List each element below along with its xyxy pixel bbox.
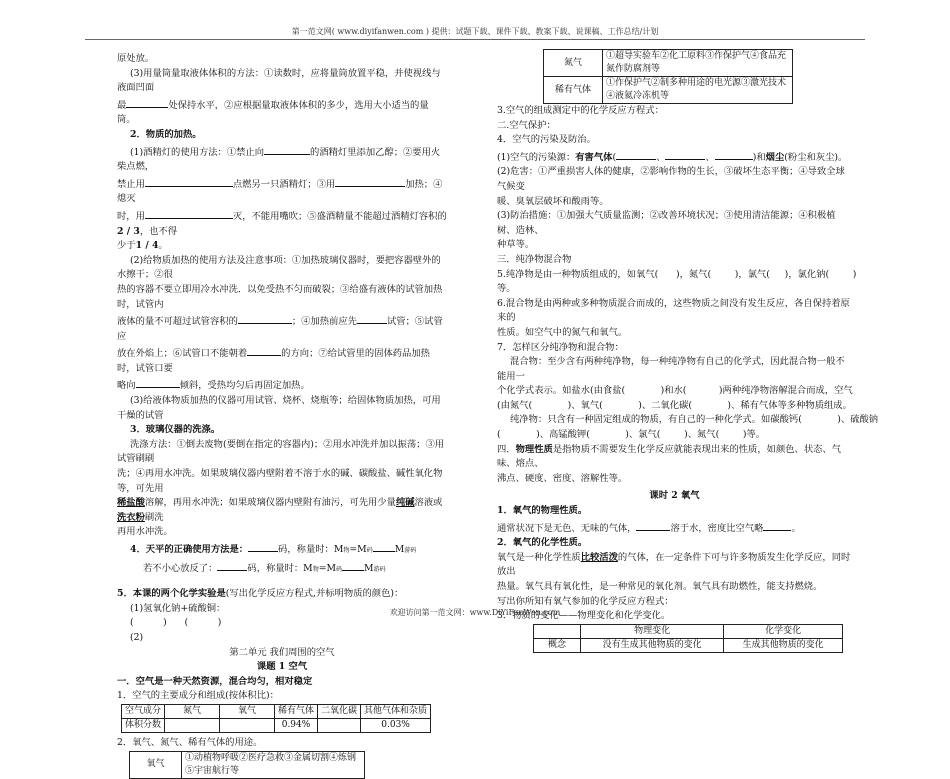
oxygen-use-table: [129, 751, 365, 779]
text-line: 暖、臭氧层破坏和酸雨等。: [497, 195, 609, 207]
left-column: [117, 52, 447, 779]
table-cell: 氧气: [130, 751, 182, 778]
table-cell: [220, 718, 275, 732]
lesson-title: 课时 2 氧气: [649, 490, 700, 502]
text-line: 等。: [497, 283, 516, 295]
text-line: 氧气是一种化学性质比较活泼的气体，在一定条件下可与许多物质发生化学反应，同时放出: [497, 551, 851, 578]
table-cell: 氮气: [165, 704, 220, 718]
table-row: [534, 624, 843, 638]
unit-title: 第二单元 我们周围的空气: [229, 646, 335, 658]
text-line: (1)空气的污染源：有害气体( 、 、 )和烟尘(粉尘和灰尘)。: [497, 148, 852, 166]
table-cell: 氧气: [220, 704, 275, 718]
text-line: (由氮气( )、氧气( )、二氧化碳( )、稀有气体等多种物质组成。: [497, 399, 852, 411]
text-line: 最 处保持水平，②应根据量取液体体积的多少，选用大小适当的量筒。: [117, 96, 447, 128]
table-cell: ①作保护气②制多种用途的电光源③激光技术④液氦冷冻机等: [603, 77, 793, 104]
table-cell: 物理变化: [581, 624, 724, 638]
table-cell: [318, 718, 361, 732]
text-line: (3)给液体物质加热的仪器可用试管、烧杯、烧瓶等；给固体物质加热，可用干燥的试管: [117, 395, 441, 421]
table-cell: 二氧化碳: [318, 704, 361, 718]
text-line: 5．本课的两个化学实验是(写出化学反应方程式,并标明物质的颜色)：: [117, 588, 404, 600]
table-row: [130, 751, 365, 778]
lesson-title: 课题 1 空气: [256, 661, 308, 673]
text-line: 7．怎样区分纯净物和混合物：: [497, 341, 624, 353]
text-line: 2．氧气、氮气、稀有气体的用途。: [117, 736, 263, 748]
table-cell: ①超导实验车②化工原料③作保护气④食品充氮作防腐剂等: [603, 50, 793, 77]
change-table: [533, 624, 843, 653]
page-header: 第一范文网( www.diyifanwen.com ) 提供：试题下载、课件下载、教案下载、说课稿、工作总结/计划: [85, 24, 865, 40]
text-line: ( )、高锰酸钾( )、氯气( )、氮气( )等。: [497, 429, 766, 441]
text-line: (2)危害：①严重损害人体的健康，②影响作物的生长，③破坏生态平衡；④导致全球气候变: [497, 166, 845, 192]
table-row: [534, 638, 843, 652]
table-cell: 氮气: [544, 50, 603, 77]
text-line: 4．空气的污染及防治。: [497, 134, 596, 146]
text-line: 写出你所知有氧气参加的化学反应方程式：: [497, 595, 674, 607]
text-line: 若不小心放反了： 码，称量时：M物=M码 M游码: [117, 559, 447, 578]
table-cell: 空气成分: [122, 704, 165, 718]
table-cell: 其他气体和杂质: [361, 704, 431, 718]
text-line: 原处放。: [117, 53, 155, 64]
text-line: 种草等。: [497, 239, 535, 251]
table-row: [122, 718, 431, 732]
section-heading: 二.空气保护：: [497, 119, 556, 131]
right-column: [497, 49, 879, 653]
text-line: 洗；④再用水冲洗。如果玻璃仪器内壁附着不溶于水的碱、碳酸盐、碱性氧化物等，可先用: [117, 468, 443, 494]
text-line: 纯净物：只含有一种固定组成的物质，有自己的一种化学式。如碳酸钙( )、硫酸钠: [510, 414, 879, 426]
text-line: (1)氢氧化钠+硫酸铜：: [130, 602, 226, 614]
text-line: 放在外焰上；⑥试管口不能朝着 的方向；⑦给试管里的固体药品加热时，试管口要: [117, 344, 447, 376]
text-line: 液体的量不可超过试管容积的 ；④加热前应先 试管；⑤试管应: [117, 312, 447, 344]
table-cell: 0.03%: [361, 718, 431, 732]
section-heading: 3．玻璃仪器的洗涤。: [130, 424, 221, 436]
text-line: 5.纯净物是由一种物质组成的，如氧气( )，氮气( )，氯气( )，氯化钠( ): [497, 268, 857, 280]
text-line: 禁止用 点燃另一只酒精灯；③用 加热；④熄灭: [117, 175, 447, 207]
section-heading: 2．氧气的化学性质。: [497, 537, 588, 549]
text-line: 洗涤方法：①倒去废物(要倒在指定的容器内)；②用水冲洗并加以振荡；③用试管刷刷: [117, 438, 445, 465]
text-line: (2): [130, 631, 144, 643]
table-row: [122, 704, 431, 718]
text-line: 混合物：至少含有两种纯净物，每一种纯净物有自己的化学式，因此混合物一般不能用一: [497, 356, 845, 382]
text-line: 热的容器不要立即用冷水冲洗．以免受热不匀而破裂；③给盛有液体的试管加热时，试管内: [117, 283, 443, 310]
gas-use-table: [543, 49, 793, 104]
text-line: 1．空气的主要成分和组成(按体积比)：: [117, 690, 279, 702]
text-line: 沸点、硬度、密度、溶解性等。: [497, 472, 628, 484]
table-cell: 生成其他物质的变化: [724, 638, 843, 652]
text-line: 个化学式表示。如盐水(由食盐( )和水( )两种纯净物溶解混合而成，空气: [497, 385, 853, 397]
table-cell: 概念: [534, 638, 581, 652]
text-line: (3)防治措施：①加强大气质量监测；②改善环境状况；③使用清洁能源；④积极植树、造林、: [497, 210, 836, 236]
text-line: 3．物质的变化——物理变化和化学变化。: [497, 610, 671, 622]
text-line: 四．物理性质是指物质不需要发生化学反应就能表现出来的性质，如颜色、状态、气味、熔点、: [497, 443, 842, 470]
text-line: 通常状况下是无色、无味的气体， 溶于水，密度比空气略 。: [497, 519, 852, 537]
text-line: 热量。氧气具有氧化性，是一种常见的氧化剂。氧气具有助燃性，能支持燃烧。: [497, 581, 823, 592]
text-line: 6.混合物是由两种或多种物质混合而成的，这些物质之间没有发生反应，各自保持着原来的: [497, 297, 850, 324]
text-line: (1)酒精灯的使用方法：①禁止向 的酒精灯里添加乙醇；②要用火柴点燃，: [117, 143, 447, 175]
text-line: 性质。如空气中的氮气和氧气。: [497, 326, 628, 338]
table-cell: ①动植物呼吸②医疗急救③金属切割④炼钢⑤宇宙航行等: [182, 751, 365, 778]
table-cell: 没有生成其他物质的变化: [581, 638, 724, 652]
table-cell: [165, 718, 220, 732]
table-cell: 体积分数: [122, 718, 165, 732]
text-line: 稀盐酸溶解，再用水冲洗；如果玻璃仪器内壁附有油污，可先用少量纯碱溶液或洗衣粉刷洗: [117, 497, 443, 523]
text-line: 略向 倾斜，受热均匀后再固定加热。: [117, 376, 447, 394]
section-heading: 2．物质的加热。: [130, 128, 202, 140]
section-heading: 三．纯净物混合物: [497, 253, 572, 265]
table-row: [544, 50, 793, 77]
table-cell: 0.94%: [275, 718, 318, 732]
table-cell: 化学变化: [724, 624, 843, 638]
page-footer: 欢迎访问第一范文网：www.DiYiFanWen.com: [389, 608, 561, 617]
text-line: 3.空气的组成测定中的化学反应方程式：: [497, 105, 664, 116]
table-row: [544, 77, 793, 104]
text-line: 少于1 / 4。: [117, 240, 168, 252]
text-line: 再用水冲洗。: [117, 526, 173, 538]
text-line: 时，用 灭，不能用嘴吹；⑤盛酒精量不能超过酒精灯容积的2 / 3，也不得: [117, 207, 447, 239]
text-line: ( ) ( ): [130, 617, 222, 629]
text-line: (2)给物质加热的使用方法及注意事项：①加热玻璃仪器时，要把容器壁外的水擦干；②很: [117, 254, 441, 281]
air-composition-table: [121, 704, 431, 733]
section-heading: 一．空气是一种天然资源，混合均匀，相对稳定: [117, 675, 313, 687]
table-cell: 稀有气体: [275, 704, 318, 718]
table-cell: 稀有气体: [544, 77, 603, 104]
text-line: (3)用量筒量取液体体积的方法：①读数时，应将量筒放置平稳，并使视线与液面凹面: [117, 67, 441, 94]
text-line: 4．天平的正确使用方法是： 码，称量时：M物=M码 M游码: [117, 540, 447, 559]
section-heading: 1．氧气的物理性质。: [497, 505, 588, 517]
table-cell: [534, 624, 581, 638]
